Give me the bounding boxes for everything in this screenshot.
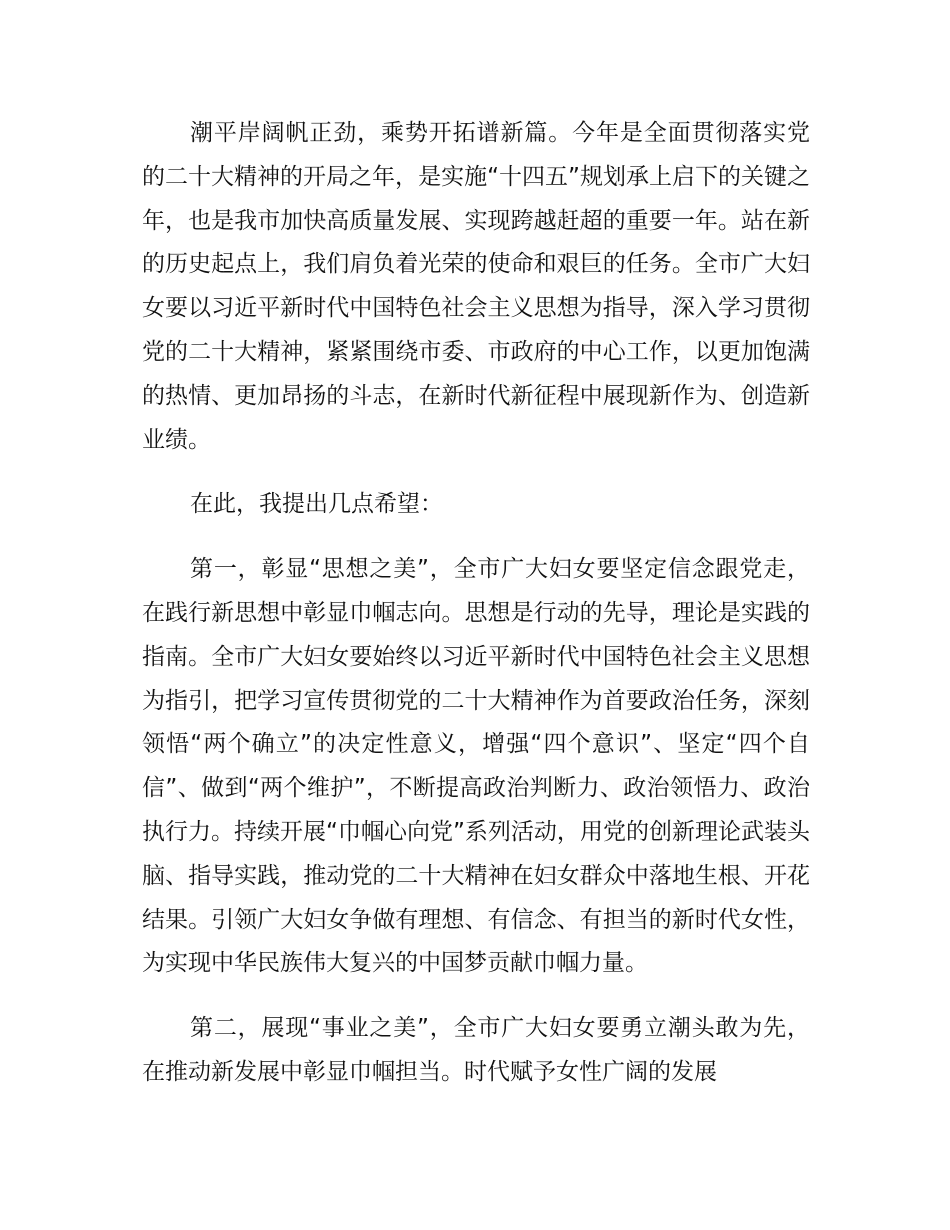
paragraph-second-point: 第二，展现“事业之美”，全市广大妇女要勇立潮头敢为先，在推动新发展中彰显巾帼担当。时代赋予女性广阔的发展 [142, 1015, 810, 1085]
document-body [142, 112, 810, 1095]
paragraph-intro: 潮平岸阔帆正劲，乘势开拓谱新篇。今年是全面贯彻落实党的二十大精神的开局之年，是实施“十四五”规划承上启下的关键之年，也是我市加快高质量发展、实现跨越赶超的重要一年。站在新的历史起点上，我们肩负着光荣的使命和艰巨的任务。全市广大妇女要以习近平新时代中国特色社会主义思想为指导，深入学习贯彻党的二十大精神，紧紧围绕市委、市政府的中心工作，以更加饱满的热情、更加昂扬的斗志，在新时代新征程中展现新作为、创造新业绩。 [142, 120, 810, 453]
paragraph-hopes: 在此，我提出几点希望： [190, 491, 443, 518]
paragraph-first-point: 第一，彰显“思想之美”，全市广大妇女要坚定信念跟党走，在践行新思想中彰显巾帼志向。思想是行动的先导，理论是实践的指南。全市广大妇女要始终以习近平新时代中国特色社会主义思想为指引，把学习宣传贯彻党的二十大精神作为首要政治任务，深刻领悟“两个确立”的决定性意义，增强“四个意识”、坚定“四个自信”、做到“两个维护”，不断提高政治判断力、政治领悟力、政治执行力。持续开展“巾帼心向党”系列活动，用党的创新理论武装头脑、指导实践，推动党的二十大精神在妇女群众中落地生根、开花结果。引领广大妇女争做有理想、有信念、有担当的新时代女性，为实现中华民族伟大复兴的中国梦贡献巾帼力量。 [142, 556, 810, 977]
